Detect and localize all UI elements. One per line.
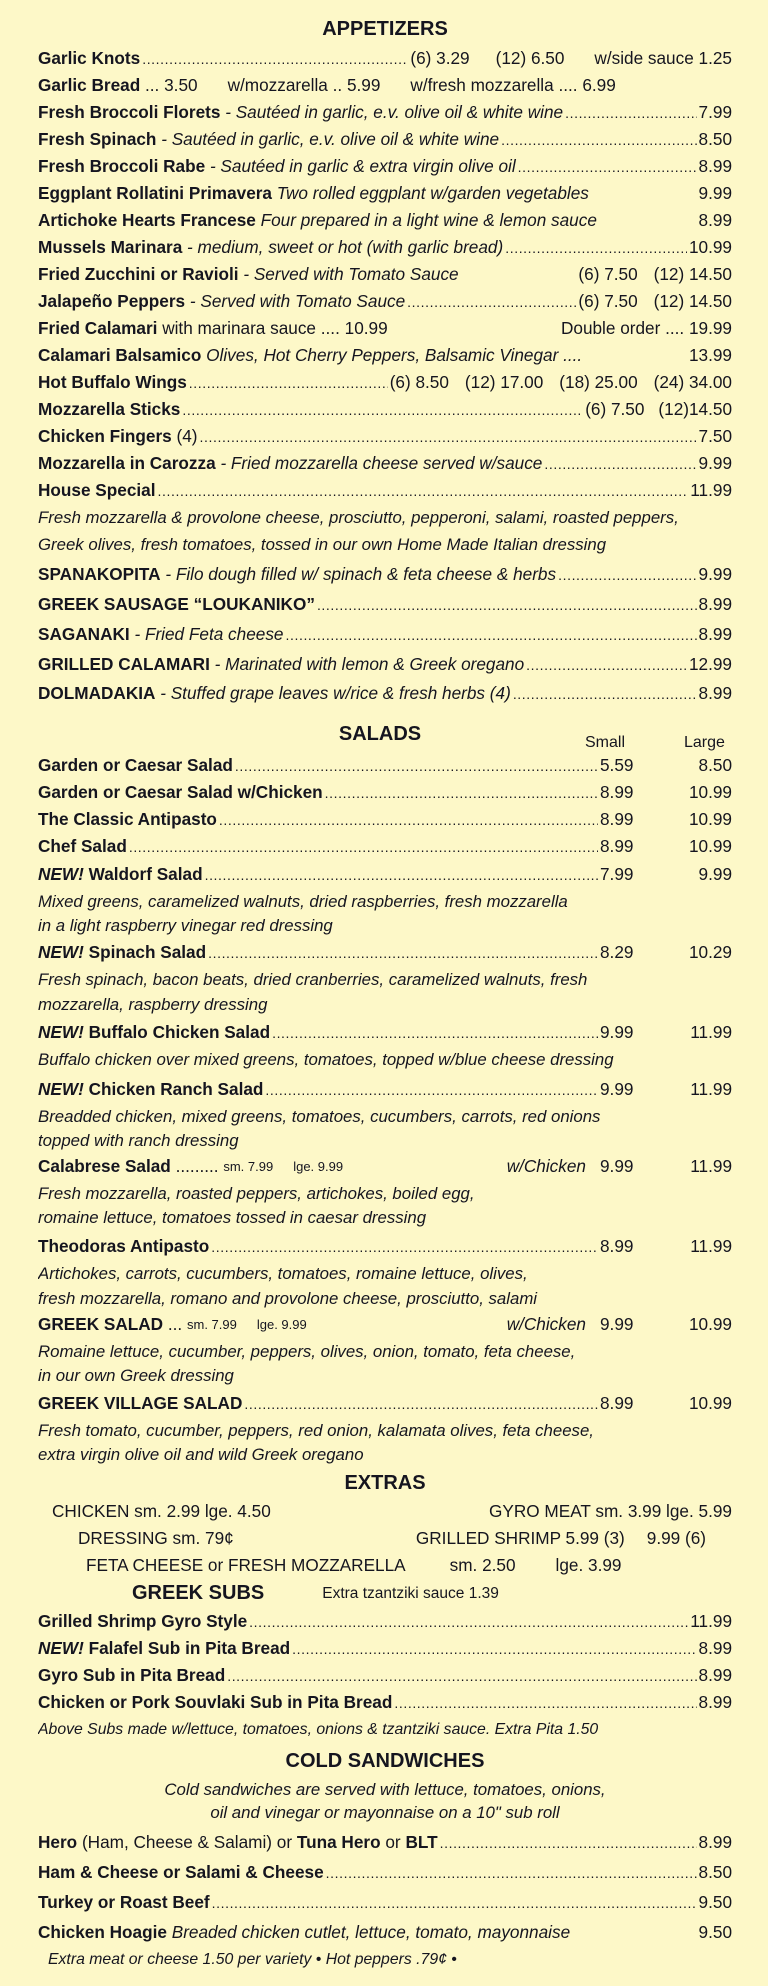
item-name: BLT [405, 1832, 438, 1852]
subs-footer-note: Above Subs made w/lettuce, tomatoes, onions & tzantziki sauce. Extra Pita 1.50 [38, 1721, 599, 1738]
item-name: Chicken or Pork Souvlaki Sub in Pita Bread [38, 1692, 393, 1712]
menu-item-spinach [38, 126, 732, 153]
price-lge: lge. 9.99 [256, 1317, 307, 1332]
dot-leader [394, 1689, 696, 1716]
item-price: (6) 3.29 [410, 48, 470, 68]
menu-item-jalapeno [38, 288, 732, 315]
item-desc: - Served with Tomato Sauce [189, 291, 406, 311]
salads-heading: SALADS [338, 723, 422, 745]
item-name: GREEK SALAD [38, 1314, 164, 1334]
item-name: Jalapeño Peppers [38, 291, 186, 311]
col-large-label: Large [684, 734, 725, 751]
price-small: 9.99 [600, 1156, 634, 1176]
menu-item-garlic-knots [38, 45, 732, 72]
item-description: Buffalo chicken over mixed greens, tomatoes, topped w/blue cheese dressing [38, 1050, 614, 1069]
dot-leader [212, 1889, 697, 1916]
price-large: 10.99 [688, 782, 732, 802]
sub-gyro [38, 1662, 732, 1689]
with-chicken-label: w/Chicken [506, 1314, 586, 1334]
new-badge: NEW! [38, 1022, 84, 1042]
cold-intro: oil and vinegar or mayonnaise on a 10" sub roll [210, 1803, 560, 1822]
item-description: Romaine lettuce, cucumber, peppers, olives, onion, tomato, feta cheese, [38, 1342, 576, 1361]
price-small: 9.99 [600, 1079, 634, 1099]
tzantziki-note: Extra tzantziki sauce 1.39 [322, 1585, 499, 1602]
item-price: 8.99 [698, 1692, 732, 1712]
item-name: Chicken Hoagie [38, 1922, 167, 1942]
menu-item-grilled-calamari [38, 651, 732, 678]
item-price: 9.99 [698, 564, 732, 584]
item-name: Hot Buffalo Wings [38, 372, 187, 392]
price-large: 10.99 [688, 809, 732, 829]
price-small: 8.99 [600, 809, 634, 829]
item-description: fresh mozzarella, romano and provolone cheese, prosciutto, salami [38, 1289, 538, 1308]
item-description: Fresh mozzarella, roasted peppers, artichokes, boiled egg, [38, 1184, 475, 1203]
salad-greek: GREEK SALAD ... sm. 7.99 lge. 9.99 w/Chicken 9.99 10.99 [38, 1311, 732, 1338]
menu-item-saganaki [38, 621, 732, 648]
extras-row-1 [52, 1498, 732, 1525]
item-option: w/fresh mozzarella .... 6.99 [410, 75, 616, 95]
item-name: Mussels Marinara [38, 237, 183, 257]
item-name: Chicken Ranch Salad [88, 1079, 264, 1099]
item-price: (12) 17.00 [464, 372, 544, 392]
item-name: Grilled Shrimp Gyro Style [38, 1611, 248, 1631]
menu-item-garlic-bread: Garlic Bread ... 3.50 w/mozzarella .. 5.99 w/fresh mozzarella .... 6.99 [38, 72, 732, 99]
menu-item-eggplant [38, 180, 732, 207]
item-desc: - Sautéed in garlic & extra virgin olive oil [209, 156, 516, 176]
dot-leader [158, 477, 689, 504]
item-price: 8.99 [698, 1638, 732, 1658]
sub-shrimp-gyro [38, 1608, 732, 1635]
dot-leader [129, 833, 598, 860]
item-description: Fresh spinach, bacon beats, dried cranberries, caramelized walnuts, fresh [38, 970, 588, 989]
item-name: Garlic Knots [38, 48, 141, 68]
salad-theodoras [38, 1233, 732, 1260]
item-desc: - Fried Feta cheese [134, 624, 284, 644]
item-price: (12) 14.50 [653, 291, 732, 311]
dot-leader [501, 126, 696, 153]
extras-row-2 [78, 1525, 706, 1552]
dot-leader [244, 1390, 598, 1417]
item-price: 7.50 [698, 426, 732, 446]
price-sm: sm. 7.99 [223, 1159, 274, 1174]
item-name: Mozzarella Sticks [38, 399, 181, 419]
item-description: Fresh tomato, cucumber, peppers, red onion, kalamata olives, feta cheese, [38, 1421, 594, 1440]
item-price: 12.99 [688, 654, 732, 674]
dot-leader [317, 591, 697, 618]
sandwich-turkey [38, 1889, 732, 1916]
item-name: GREEK VILLAGE SALAD [38, 1393, 243, 1413]
item-price: 8.99 [698, 594, 732, 614]
menu-item-spanakopita [38, 561, 732, 588]
salad-antipasto [38, 806, 732, 833]
sandwich-hero [38, 1829, 732, 1856]
dot-leader [292, 1635, 696, 1662]
item-name: Chef Salad [38, 836, 127, 856]
item-name: Theodoras Antipasto [38, 1236, 210, 1256]
dot-leader [265, 1076, 598, 1103]
item-name: Buffalo Chicken Salad [88, 1022, 271, 1042]
item-name: SAGANAKI [38, 624, 130, 644]
item-price: 9.50 [698, 1892, 732, 1912]
item-price: 8.99 [698, 683, 732, 703]
price-small: 5.59 [600, 755, 634, 775]
extra-dressing: DRESSING sm. 79¢ [78, 1528, 234, 1548]
item-description: mozzarella, raspberry dressing [38, 995, 268, 1014]
menu-item-house-special [38, 477, 732, 504]
extra-feta-mozzarella: FETA CHEESE or FRESH MOZZARELLA [86, 1555, 406, 1575]
item-price: 11.99 [690, 1611, 732, 1631]
item-name: Fried Calamari [38, 318, 158, 338]
item-price: (6) 8.50 [389, 372, 449, 392]
dot-leader [208, 939, 598, 966]
item-price: 8.99 [698, 156, 732, 176]
extra-feta-lge: lge. 3.99 [555, 1555, 622, 1575]
dot-leader [558, 561, 696, 588]
item-price: (6) 7.50 [578, 264, 638, 284]
price-large: 11.99 [690, 1236, 732, 1256]
item-price: 9.99 [698, 453, 732, 473]
item-price: (18) 25.00 [559, 372, 638, 392]
item-qty: (4) [176, 426, 198, 446]
item-desc: - Fried mozzarella cheese served w/sauce [220, 453, 543, 473]
item-name: Tuna Hero [296, 1832, 381, 1852]
menu-item-mussels [38, 234, 732, 261]
item-price: 3.50 [164, 75, 198, 95]
extra-grilled-shrimp-6: 9.99 (6) [646, 1528, 706, 1548]
item-name: Artichoke Hearts Francese [38, 210, 256, 230]
item-desc: - Filo dough filled w/ spinach & feta cheese & herbs [165, 564, 557, 584]
sub-souvlaki [38, 1689, 732, 1716]
dot-leader [526, 651, 687, 678]
extra-chicken: CHICKEN sm. 2.99 lge. 4.50 [52, 1501, 271, 1521]
sandwich-hoagie [38, 1919, 732, 1946]
extras-heading: EXTRAS [344, 1472, 426, 1494]
item-price: (12) 6.50 [495, 48, 565, 68]
item-description: Fresh mozzarella & provolone cheese, prosciutto, pepperoni, salami, roasted peppers, [38, 508, 679, 527]
cold-sandwiches-heading: COLD SANDWICHES [285, 1750, 485, 1772]
item-name: Fresh Spinach [38, 129, 157, 149]
item-desc: (Ham, Cheese & Salami) or [81, 1832, 293, 1852]
price-small: 9.99 [600, 1022, 634, 1042]
item-price: w/side sauce 1.25 [594, 48, 732, 68]
item-name: Fried Zucchini or Ravioli [38, 264, 239, 284]
price-large: 8.50 [698, 755, 732, 775]
item-desc: - Marinated with lemon & Greek oregano [214, 654, 525, 674]
price-lge: lge. 9.99 [293, 1159, 344, 1174]
item-name: Hero [38, 1832, 78, 1852]
item-price: 7.99 [698, 102, 732, 122]
item-desc: Olives, Hot Cherry Peppers, Balsamic Vinegar .... [206, 345, 583, 365]
price-small: 8.99 [600, 1393, 634, 1413]
item-price: 13.99 [688, 345, 732, 365]
item-name: Waldorf Salad [88, 864, 203, 884]
dot-leader [205, 861, 598, 888]
dot-leader [285, 621, 696, 648]
greek-subs-heading: GREEK SUBS [132, 1582, 265, 1604]
new-badge: NEW! [38, 942, 84, 962]
sandwich-ham-cheese [38, 1859, 732, 1886]
item-price: (6) 7.50 [578, 291, 638, 311]
salad-ranch [38, 1076, 732, 1103]
dot-leader [544, 450, 696, 477]
new-badge: NEW! [38, 864, 84, 884]
price-small: 8.99 [600, 782, 634, 802]
item-desc: Four prepared in a light wine & lemon sauce [260, 210, 597, 230]
item-desc: Two rolled eggplant w/garden vegetables [276, 183, 589, 203]
menu-item-loukaniko [38, 591, 732, 618]
dot-leader [200, 423, 697, 450]
price-large: 9.99 [698, 864, 732, 884]
price-small: 8.99 [600, 1236, 634, 1256]
menu-item-broccoli-rabe [38, 153, 732, 180]
item-price: (24) 34.00 [653, 372, 732, 392]
item-name: Chicken Fingers [38, 426, 172, 446]
price-large: 10.99 [688, 1393, 732, 1413]
item-name: SPANAKOPITA [38, 564, 161, 584]
item-desc: - Stuffed grape leaves w/rice & fresh herbs (4) [160, 683, 511, 703]
item-price: 8.99 [698, 210, 732, 230]
new-badge: NEW! [38, 1079, 84, 1099]
dot-leader [189, 369, 388, 396]
item-name: Eggplant Rollatini Primavera [38, 183, 272, 203]
dot-leader [513, 680, 697, 707]
item-price: 8.50 [698, 129, 732, 149]
new-badge: NEW! [38, 1638, 84, 1658]
item-name: Calamari Balsamico [38, 345, 202, 365]
item-description: Greek olives, fresh tomatoes, tossed in our own Home Made Italian dressing [38, 535, 607, 554]
dot-leader [325, 779, 598, 806]
item-name: Gyro Sub in Pita Bread [38, 1665, 226, 1685]
item-name: The Classic Antipasto [38, 809, 217, 829]
extra-gyro-meat: GYRO MEAT sm. 3.99 lge. 5.99 [489, 1501, 732, 1521]
price-small: 9.99 [600, 1314, 634, 1334]
price-small: 7.99 [600, 864, 634, 884]
dot-leader [211, 1233, 598, 1260]
item-price: 9.99 [698, 183, 732, 203]
price-large: 10.29 [688, 942, 732, 962]
dot-leader [326, 1859, 697, 1886]
price-large: 11.99 [690, 1079, 732, 1099]
item-price: 8.99 [698, 624, 732, 644]
cold-footer-note: Extra meat or cheese 1.50 per variety • Hot peppers .79¢ • [48, 1951, 457, 1968]
dot-leader [407, 288, 576, 315]
item-name: Mozzarella in Carozza [38, 453, 216, 473]
item-name: Calabrese Salad [38, 1156, 171, 1176]
item-name: Turkey or Roast Beef [38, 1892, 210, 1912]
item-description: in a light raspberry vinegar red dressing [38, 916, 333, 935]
menu-item-calamari [38, 315, 732, 342]
price-large: 10.99 [688, 1314, 732, 1334]
item-price: 8.50 [698, 1862, 732, 1882]
col-small-label: Small [585, 734, 626, 751]
price-large: 10.99 [688, 836, 732, 856]
salad-waldorf [38, 861, 732, 888]
dot-leader [235, 752, 598, 779]
item-name: Spinach Salad [88, 942, 207, 962]
item-name: GRILLED CALAMARI [38, 654, 210, 674]
dot-leader [440, 1829, 697, 1856]
item-name: Garlic Bread [38, 75, 141, 95]
item-description: Artichokes, carrots, cucumbers, tomatoes, romaine lettuce, olives, [38, 1264, 528, 1283]
item-name: Fresh Broccoli Rabe [38, 156, 206, 176]
item-price: (12)14.50 [658, 399, 732, 419]
item-desc: - Sautéed in garlic, e.v. olive oil & white wine [225, 102, 564, 122]
item-name: Falafel Sub in Pita Bread [88, 1638, 291, 1658]
item-price: Double order .... 19.99 [560, 318, 732, 338]
extras-row-3 [86, 1552, 700, 1579]
price-small: 8.29 [600, 942, 634, 962]
price-sm: sm. 7.99 [187, 1317, 237, 1332]
salad-spinach [38, 939, 732, 966]
dot-leader [565, 99, 696, 126]
item-description: Mixed greens, caramelized walnuts, dried raspberries, fresh mozzarella [38, 892, 568, 911]
item-desc: or [385, 1832, 401, 1852]
item-desc: with marinara sauce .... 10.99 [162, 318, 388, 338]
menu-item-chicken-fingers [38, 423, 732, 450]
item-price: (6) 7.50 [585, 399, 645, 419]
dot-leader [505, 234, 687, 261]
dot-leader [518, 153, 697, 180]
dot-leader [219, 806, 598, 833]
cold-intro: Cold sandwiches are served with lettuce, tomatoes, onions, [164, 1780, 606, 1799]
item-option: w/mozzarella .. 5.99 [227, 75, 381, 95]
item-description: in our own Greek dressing [38, 1366, 234, 1385]
item-desc: - medium, sweet or hot (with garlic bread) [187, 237, 504, 257]
dot-leader [249, 1608, 688, 1635]
item-name: Fresh Broccoli Florets [38, 102, 221, 122]
item-price: (12) 14.50 [653, 264, 732, 284]
item-description: extra virgin olive oil and wild Greek oregano [38, 1445, 364, 1464]
item-name: GREEK SAUSAGE “LOUKANIKO” [38, 594, 315, 614]
salad-calabrese: Calabrese Salad ......... sm. 7.99 lge. 9.99 w/Chicken 9.99 11.99 [38, 1153, 732, 1180]
salad-garden-chicken [38, 779, 732, 806]
item-name: DOLMADAKIA [38, 683, 156, 703]
salad-chef [38, 833, 732, 860]
menu-item-calamari-balsamico [38, 342, 732, 369]
salad-garden [38, 752, 732, 779]
item-description: Breadded chicken, mixed greens, tomatoes, cucumbers, carrots, red onions [38, 1107, 601, 1126]
appetizers-heading: APPETIZERS [322, 18, 448, 40]
price-large: 11.99 [690, 1022, 732, 1042]
item-desc: Breaded chicken cutlet, lettuce, tomato, mayonnaise [171, 1922, 571, 1942]
sub-falafel [38, 1635, 732, 1662]
extra-feta-sm: sm. 2.50 [449, 1555, 516, 1575]
item-price: 9.50 [698, 1922, 732, 1942]
menu-item-mozz-sticks [38, 396, 732, 423]
menu-item-dolmadakia [38, 680, 732, 707]
item-description: romaine lettuce, tomatoes tossed in caesar dressing [38, 1208, 427, 1227]
item-name: Garden or Caesar Salad [38, 755, 233, 775]
item-name: Garden or Caesar Salad w/Chicken [38, 782, 323, 802]
item-description: topped with ranch dressing [38, 1131, 239, 1150]
item-name: Ham & Cheese or Salami & Cheese [38, 1862, 324, 1882]
menu-item-carozza [38, 450, 732, 477]
menu-item-artichoke [38, 207, 732, 234]
price-large: 11.99 [690, 1156, 732, 1176]
dot-leader [272, 1019, 598, 1046]
price-small: 8.99 [600, 836, 634, 856]
salad-buffalo [38, 1019, 732, 1046]
dot-leader [227, 1662, 696, 1689]
salad-village [38, 1390, 732, 1417]
item-desc: - Sautéed in garlic, e.v. olive oil & white wine [161, 129, 500, 149]
extra-grilled-shrimp: GRILLED SHRIMP 5.99 (3) [415, 1528, 625, 1548]
menu-item-zucchini [38, 261, 732, 288]
with-chicken-label: w/Chicken [506, 1156, 586, 1176]
dot-leader [182, 396, 583, 423]
item-price: 10.99 [688, 237, 732, 257]
item-desc: - Served with Tomato Sauce [243, 264, 459, 284]
menu-item-broccoli-florets [38, 99, 732, 126]
item-price: 8.99 [698, 1832, 732, 1852]
greek-subs-header [132, 1580, 652, 1607]
item-price: 11.99 [690, 480, 732, 500]
dot-leader [142, 45, 408, 72]
item-name: House Special [38, 480, 156, 500]
item-price: 8.99 [698, 1665, 732, 1685]
menu-item-wings [38, 369, 732, 396]
